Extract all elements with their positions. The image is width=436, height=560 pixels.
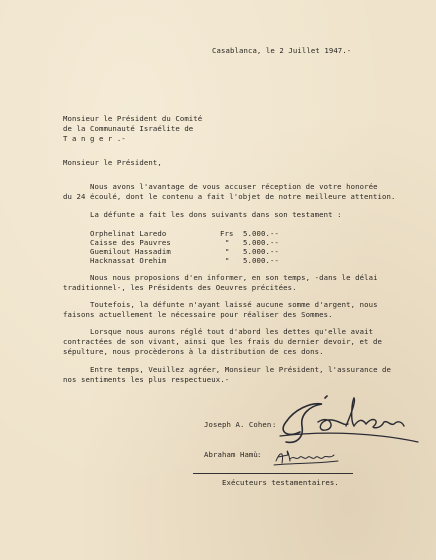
cohen-signature-image bbox=[270, 392, 420, 447]
donation-currency: " bbox=[225, 256, 230, 265]
closing-line-2: nos sentiments les plus respectueux.- bbox=[63, 375, 230, 384]
paragraph-3-line-1: Toutefois, la défunte n'ayant laissé aucune somme d'argent, nous bbox=[90, 300, 378, 309]
paragraph-2-line-1: Nous nous proposions d'en informer, en son temps, -dans le délai bbox=[90, 273, 378, 282]
donation-name: Guemilout Hassadim bbox=[90, 247, 171, 256]
donation-amount: 5.000.-- bbox=[243, 238, 279, 247]
paragraph-4-line-1: Lorsque nous aurons réglé tout d'abord les dettes qu'elle avait bbox=[90, 327, 374, 336]
paragraph-3-line-2: faisons actuellement le nécessaire pour réaliser des Sommes. bbox=[63, 310, 333, 319]
salutation: Monsieur le Président, bbox=[63, 158, 162, 167]
paragraph-4-line-3: sépulture, nous procèderons à la distribution de ces dons. bbox=[63, 347, 324, 356]
signatory-colon: : bbox=[257, 450, 262, 459]
paragraph-4-line-2: contractées de son vivant, ainsi que les frais du dernier devoir, et de bbox=[63, 337, 383, 346]
recipient-line-2: de la Communauté Israélite de bbox=[63, 124, 194, 133]
donation-currency: " bbox=[225, 247, 230, 256]
signatory-name: Joseph A. Cohen bbox=[204, 420, 272, 429]
paragraph-1-line-2: du 24 écoulé, dont le contenu a fait l'objet de notre meilleure attention. bbox=[63, 192, 396, 201]
signatory-name: Abraham Hamù bbox=[204, 450, 258, 459]
signature-underline bbox=[193, 473, 353, 474]
recipient-line-3: T a n g e r .- bbox=[63, 134, 126, 143]
donation-name: Caisse des Pauvres bbox=[90, 238, 171, 247]
closing-line-1: Entre temps, Veuillez agréer, Monsieur le Président, l'assurance de bbox=[90, 365, 392, 374]
donation-name: Orphelinat Laredo bbox=[90, 229, 167, 238]
hamu-signature-image bbox=[272, 445, 342, 469]
donations-intro: La défunte a fait les dons suivants dans son testament : bbox=[90, 210, 342, 219]
donation-name: Hacknassat Orehim bbox=[90, 256, 167, 265]
donation-amount: 5.000.-- bbox=[243, 247, 279, 256]
paragraph-2-line-2: traditionnel-, les Présidents des Oeuvres précitées. bbox=[63, 283, 297, 292]
donation-currency: Frs bbox=[220, 229, 234, 238]
paragraph-1-line-1: Nous avons l'avantage de vous accuser réception de votre honorée bbox=[90, 182, 378, 191]
donation-amount: 5.000.-- bbox=[243, 229, 279, 238]
donation-currency: " bbox=[225, 238, 230, 247]
executors-caption: Exécuteurs testamentaires. bbox=[222, 478, 339, 487]
donation-amount: 5.000.-- bbox=[243, 256, 279, 265]
recipient-line-1: Monsieur le Président du Comité bbox=[63, 114, 203, 123]
place-date: Casablanca, le 2 Juillet 1947.- bbox=[212, 46, 352, 55]
signatory-colon: : bbox=[272, 420, 277, 429]
